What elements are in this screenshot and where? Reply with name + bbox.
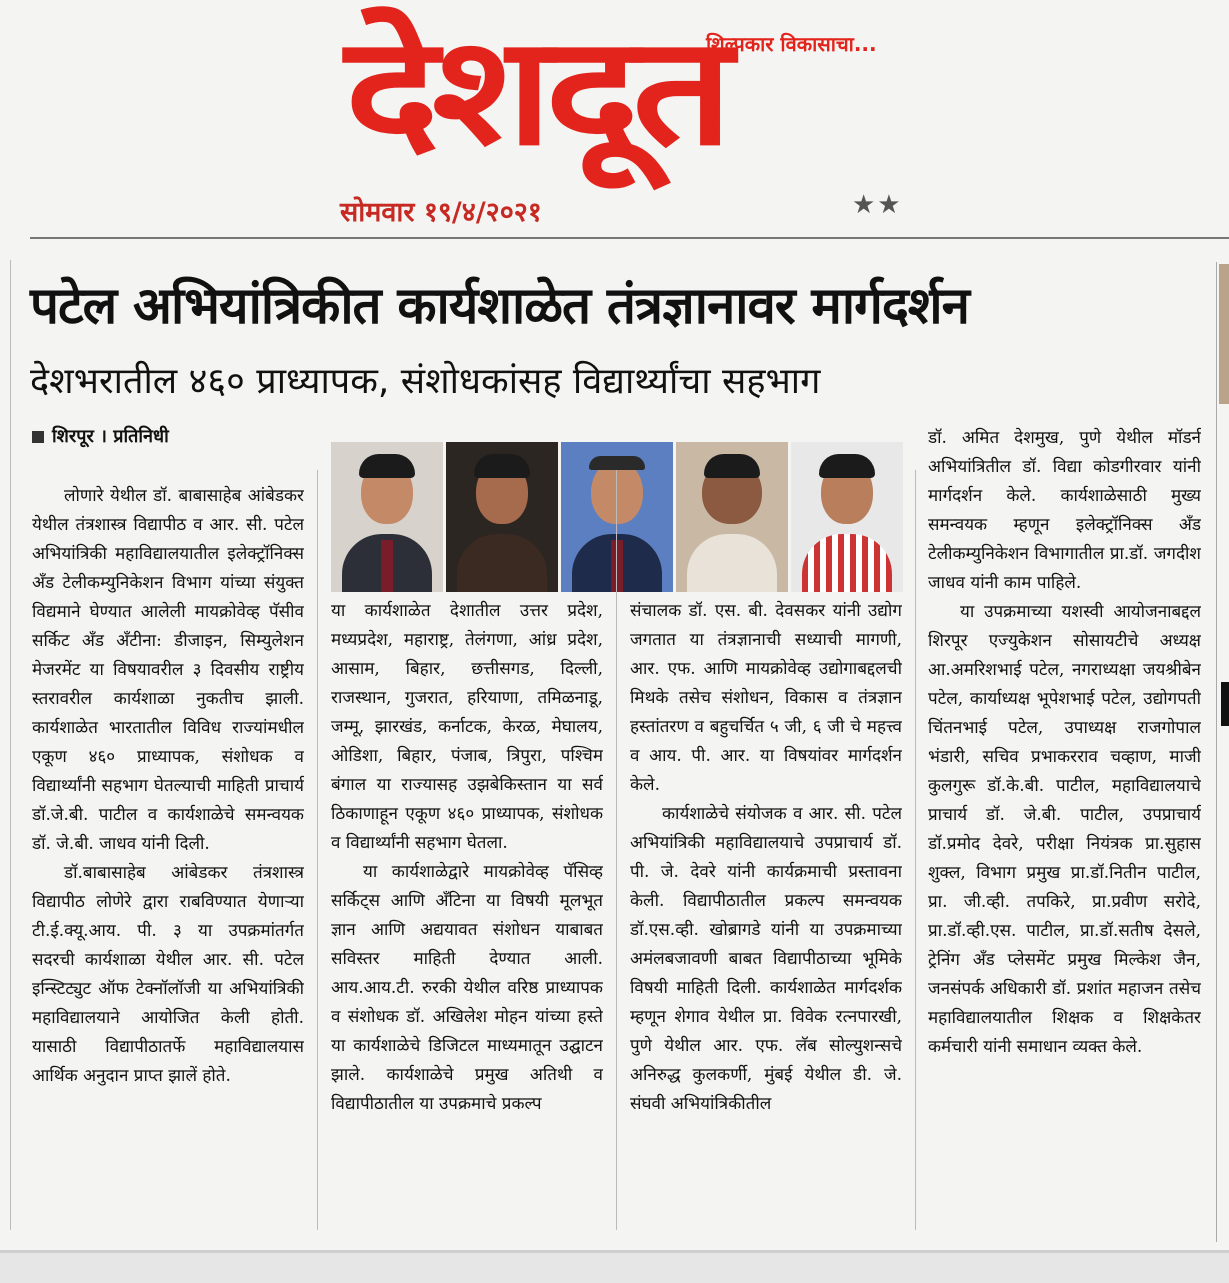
article-column-1 [32,482,304,1232]
speaker-photos [331,442,903,592]
paragraph: लोणारे येथील डॉ. बाबासाहेब आंबेडकर येथील तंत्रशास्त्र विद्यापीठ व आर. सी. पटेल अभियांत्रिकी महाविद्यालयातील इलेक्ट्रॉनिक्स अँड टेलीकम्युनिकेशन विभाग यांच्या संयुक्त विद्यमाने घेण्यात आलेली मायक्रोवेव्ह पॅसीव सर्किट अँड अँटीना: डीजाइन, सिम्युलेशन मेजरमेंट या विषयावरील ३ दिवसीय राष्ट्रीय स्तरावरील कार्यशाळा नुकतीच झाली. कार्यशाळेत भारतातील विविध राज्यांमधील एकूण ४६० प्राध्यापक, संशोधक व विद्यार्थ्यांनी सहभाग घेतल्याची माहिती प्राचार्य डॉ.जे.बी. पाटील व कार्यशाळेचे समन्वयक डॉ. जे.बी. जाधव यांनी दिली. [32,486,304,854]
speaker-photo [791,442,903,592]
cropped-block [1221,682,1229,726]
masthead [0,0,1229,232]
top-rule [30,237,1229,239]
speaker-photo [561,442,673,592]
article-column-4 [928,424,1201,1232]
column-rule [616,470,617,1230]
article-column-3 [630,597,902,1232]
tagline: शिल्पकार विकासाचा... [706,32,877,56]
paragraph: या कार्यशाळेद्वारे मायक्रोवेव्ह पॅसिव्ह सर्किट्स आणि अँटिना या विषयी मूलभूत ज्ञान आणि अद्ययावत संशोधन याबाबत सविस्तर माहिती देण्यात आली. आय.आय.टी. रुरकी येथील वरिष्ठ प्राध्यापक व संशोधक डॉ. अखिलेश मोहन यांच्या हस्ते या कार्यशाळेचे डिजिटल माध्यमातून उद्घाटन झाले. कार्यशाळेचे प्रमुख अतिथी व विद्यापीठातील या उपक्रमाचे प्रकल्प [331,862,603,1114]
paragraph: कार्यशाळेचे संयोजक व आर. सी. पटेल अभियांत्रिकी महाविद्यालयाचे उपप्राचार्य डॉ. पी. जे. देवरे यांनी कार्यक्रमाची प्रस्तावना केली. विद्यापीठातील प्रकल्प समन्वयक डॉ.एस.व्ही. खोब्रागडे यांनी या उपक्रमाच्या अमंलबजावणी बाबत विद्यापीठाच्या भूमिके विषयी माहिती दिली. कार्यशाळेत मार्गदर्शक म्हणून शेगाव येथील प्रा. विवेक रत्नपारखी, पुणे येथील आर. एफ. लॅब सोल्युशन्सचे अनिरुद्ध कुलकर्णी, मुंबई येथील डी. जे. संघवी अभियांत्रिकीतील [630,804,902,1114]
article-headline: पटेल अभियांत्रिकीत कार्यशाळेत तंत्रज्ञानावर मार्गदर्शन [30,277,969,336]
speaker-photo [331,442,443,592]
article-subheadline: देशभरातील ४६० प्राध्यापक, संशोधकांसह विद्यार्थ्यांचा सहभाग [30,361,821,402]
left-cropped-column [0,260,11,1230]
publication-date: सोमवार १९/४/२०२१ [340,197,542,228]
paragraph: डॉ.बाबासाहेब आंबेडकर तंत्रशास्त्र विद्यापीठ लोणेरे द्वारा राबविण्यात येणाऱ्या टी.ई.क्यू.आय. पी. ३ या उपक्रमांतर्गत सदरची कार्यशाळा येथील आर. सी. पटेल इन्स्टिट्युट ऑफ टेक्नॉलॉजी या अभियांत्रिकी महाविद्यालयाने आयोजित केली होती. यासाठी विद्यापीठातर्फे महाविद्यालयास आर्थिक अनुदान प्राप्त झालें होते. [32,863,304,1086]
bottom-edge [0,1250,1229,1283]
column-rule [915,470,916,1230]
paragraph: या उपक्रमाच्या यशस्वी आयोजनाबद्दल शिरपूर एज्युकेशन सोसायटीचे अध्यक्ष आ.अमरिशभाई पटेल, नगराध्यक्षा जयश्रीबेन पटेल, कार्याध्यक्ष भूपेशभाई पटेल, उद्योगपती चिंतनभाई पटेल, उपाध्यक्ष राजगोपाल भंडारी, सचिव प्रभाकरराव चव्हाण, माजी कुलगुरू डॉ.के.बी. पाटील, महाविद्यालयाचे प्राचार्य डॉ. जे.बी. पाटील, उपप्राचार्य डॉ.प्रमोद देवरे, परीक्षा नियंत्रक प्रा.सुहास शुक्ल, विभाग प्रमुख प्रा.डॉ.नितीन पाटील, प्रा. जी.व्ही. तपकिरे, प्रा.प्रवीण सरोदे, प्रा.डॉ.व्ही.एस. पाटील, प्रा.डॉ.सतीष देसले, ट्रेनिंग अँड प्लेसमेंट प्रमुख मिल्केश जैन, जनसंपर्क अधिकारी डॉ. प्रशांत महाजन तसेच महाविद्यालयातील शिक्षक व शिक्षकेतर कर्मचारी यांनी समाधान व्यक्त केले. [928,602,1201,1057]
byline-square-icon [32,431,44,443]
cropped-photo [1219,264,1229,404]
article-column-2 [331,597,603,1232]
edition-stars: ★★ [852,190,903,220]
speaker-photo [676,442,788,592]
right-cropped-column [1216,262,1229,1242]
paragraph: डॉ. अमित देशमुख, पुणे येथील मॉडर्न अभियांत्रितील डॉ. विद्या कोडगीरवार यांनी मार्गदर्शन केले. कार्यशाळेसाठी मुख्य समन्वयक म्हणून इलेक्ट्रॉनिक्स अँड टेलीकम्युनिकेशन विभागातील प्रा.डॉ. जगदीश जाधव यांनी काम पाहिले. [928,428,1201,593]
speaker-photo [446,442,558,592]
column-rule [317,470,318,1230]
byline [32,424,169,448]
paragraph: संचालक डॉ. एस. बी. देवसकर यांनी उद्योग जगतात या तंत्रज्ञानाची सध्याची मागणी, आर. एफ. आणि मायक्रोवेव्ह उद्योगाबद्दलची मिथके तसेच संशोधन, विकास व तंत्रज्ञान हस्तांतरण व बहुचर्चित ५ जी, ६ जी चे महत्त्व व आय. पी. आर. या विषयांवर मार्गदर्शन केले. [630,601,902,795]
newspaper-logo: देशदूत [345,5,726,179]
byline-text: शिरपूर । प्रतिनिधी [52,426,169,447]
paragraph: या कार्यशाळेत देशातील उत्तर प्रदेश, मध्यप्रदेश, महाराष्ट्र, तेलंगणा, आंध्र प्रदेश, आसाम, बिहार, छत्तीसगड, दिल्ली, राजस्थान, गुजरात, हरियाणा, तमिळनाडू, जम्मू, झारखंड, कर्नाटक, केरळ, मेघालय, ओडिशा, बिहार, पंजाब, त्रिपुरा, पश्चिम बंगाल या राज्यासह उझबेकिस्तान या सर्व ठिकाणाहून एकूण ४६० प्राध्यापक, संशोधक व विद्यार्थ्यांनी सहभाग घेतला. [331,601,603,853]
